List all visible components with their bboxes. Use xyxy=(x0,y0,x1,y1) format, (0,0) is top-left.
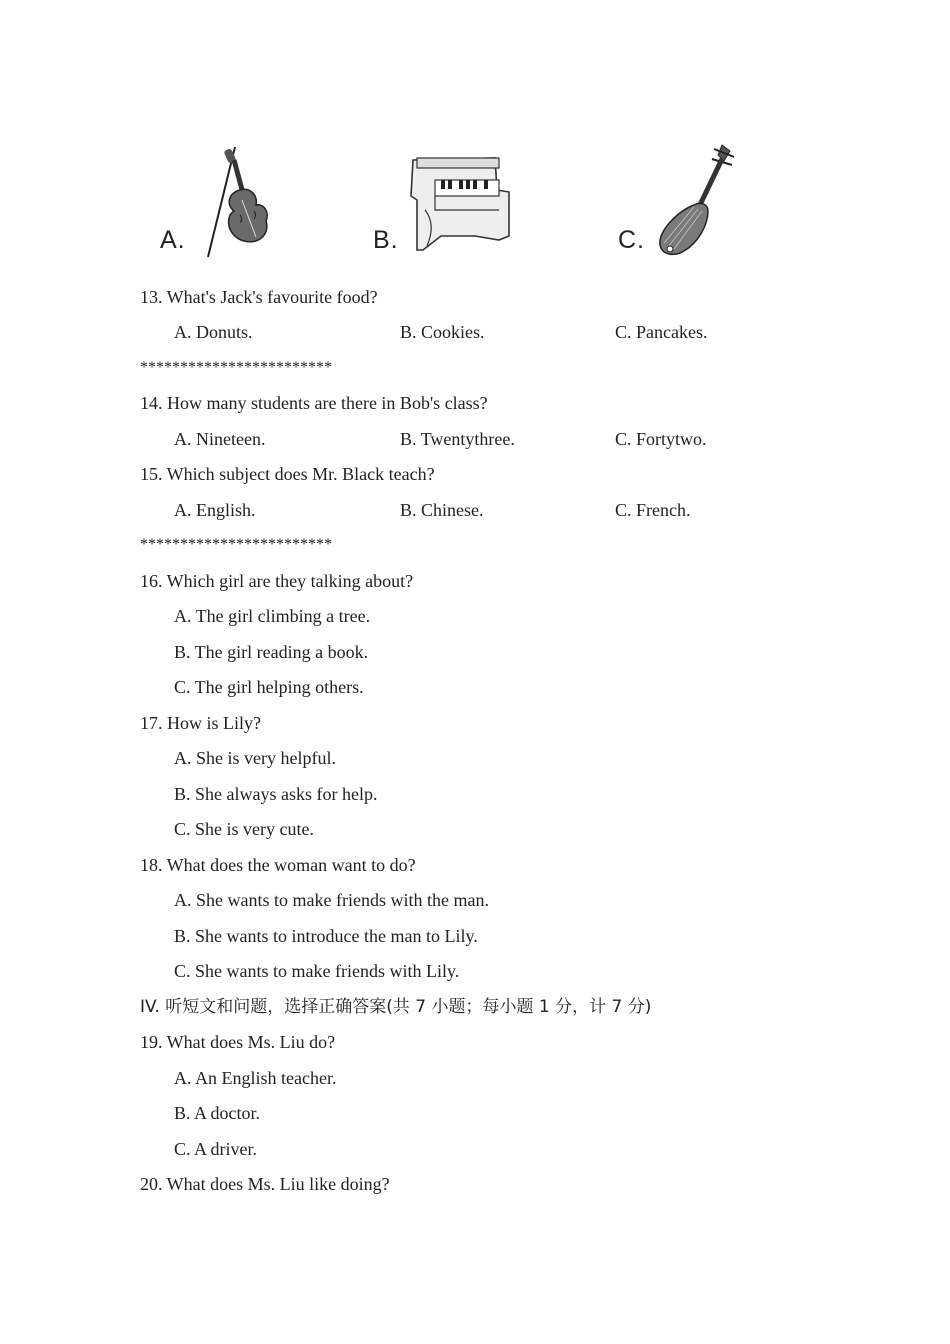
section-4-heading: IV. 听短文和问题，选择正确答案(共 7 小题；每小题 1 分，计 7 分) xyxy=(140,997,652,1017)
q19-option-b: B. A doctor. xyxy=(174,1103,261,1123)
question-19: 19. What does Ms. Liu do? xyxy=(140,1032,336,1052)
question-20: 20. What does Ms. Liu like doing? xyxy=(140,1174,390,1194)
q13-option-a: A. Donuts. xyxy=(174,322,253,342)
picture-option-c xyxy=(610,135,770,265)
picture-options xyxy=(150,135,770,265)
picture-option-b xyxy=(365,135,565,265)
q17-option-b: B. She always asks for help. xyxy=(174,784,378,804)
question-16: 16. Which girl are they talking about? xyxy=(140,571,414,591)
q13-option-c: C. Pancakes. xyxy=(615,322,708,342)
question-18: 18. What does the woman want to do? xyxy=(140,855,416,875)
separator-1: ************************ xyxy=(140,359,332,376)
piano-icon xyxy=(405,150,515,260)
q15-option-b: B. Chinese. xyxy=(400,500,484,520)
q15-option-c: C. French. xyxy=(615,500,691,520)
violin-icon xyxy=(190,145,270,260)
q14-option-b: B. Twentythree. xyxy=(400,429,515,449)
q19-option-a: A. An English teacher. xyxy=(174,1068,337,1088)
picture-option-a xyxy=(150,135,350,265)
question-17: 17. How is Lily? xyxy=(140,713,261,733)
q15-option-a: A. English. xyxy=(174,500,256,520)
question-14: 14. How many students are there in Bob's class? xyxy=(140,393,488,413)
question-13: 13. What's Jack's favourite food? xyxy=(140,287,378,307)
picture-label-b: B. xyxy=(373,226,399,254)
q18-option-b: B. She wants to introduce the man to Lily. xyxy=(174,926,478,946)
pipa-icon xyxy=(648,139,738,259)
question-15: 15. Which subject does Mr. Black teach? xyxy=(140,464,435,484)
q18-option-a: A. She wants to make friends with the man. xyxy=(174,890,489,910)
separator-2: ************************ xyxy=(140,536,332,553)
q13-option-b: B. Cookies. xyxy=(400,322,485,342)
q16-option-b: B. The girl reading a book. xyxy=(174,642,369,662)
q18-option-c: C. She wants to make friends with Lily. xyxy=(174,961,460,981)
q16-option-a: A. The girl climbing a tree. xyxy=(174,606,371,626)
picture-label-a: A. xyxy=(160,226,186,254)
q19-option-c: C. A driver. xyxy=(174,1139,258,1159)
picture-label-c: C. xyxy=(618,226,645,254)
q14-option-a: A. Nineteen. xyxy=(174,429,266,449)
q14-option-c: C. Fortytwo. xyxy=(615,429,707,449)
q16-option-c: C. The girl helping others. xyxy=(174,677,364,697)
q17-option-c: C. She is very cute. xyxy=(174,819,314,839)
q17-option-a: A. She is very helpful. xyxy=(174,748,336,768)
